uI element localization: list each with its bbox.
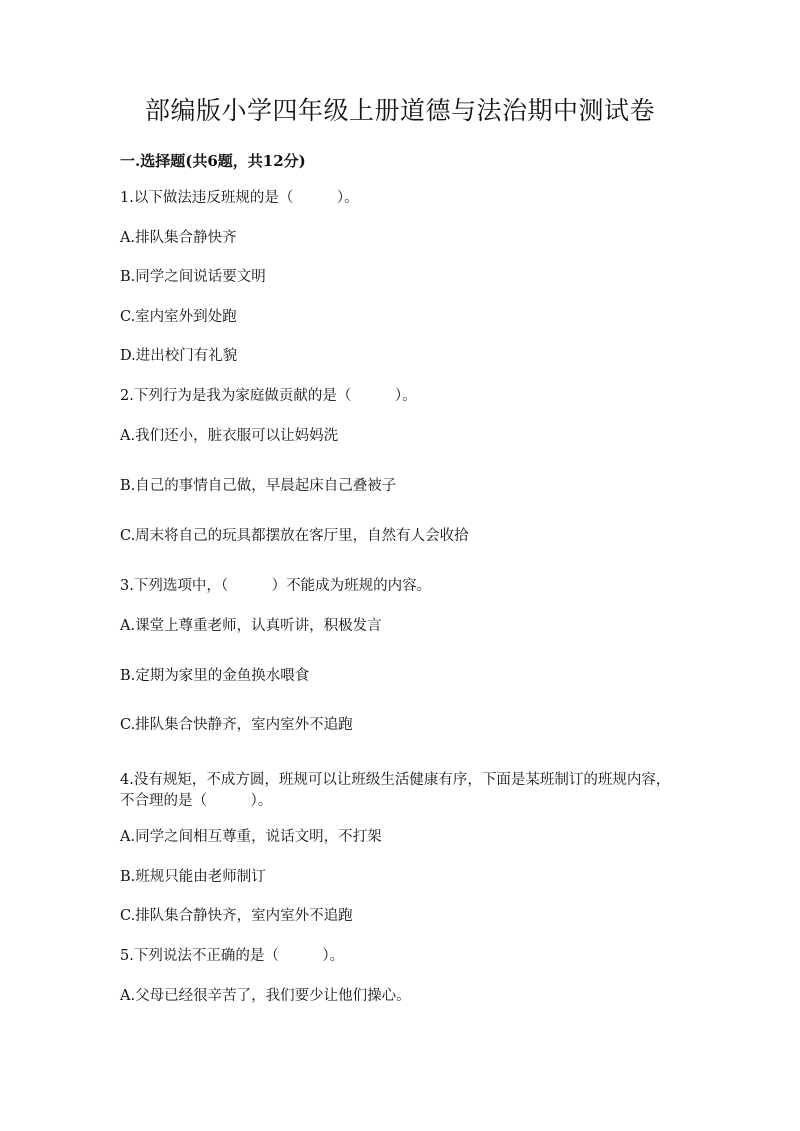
question-2-option-c: C.周末将自己的玩具都摆放在客厅里，自然有人会收拾 xyxy=(120,528,469,544)
question-1-option-d: D.进出校门有礼貌 xyxy=(120,348,238,364)
question-1-option-a: A.排队集合静快齐 xyxy=(120,230,237,246)
question-5-option-a: A.父母已经很辛苦了，我们要少让他们操心。 xyxy=(120,988,411,1004)
page-title: 部编版小学四年级上册道德与法治期中测试卷 xyxy=(144,96,655,125)
question-1-option-c: C.室内室外到处跑 xyxy=(120,309,237,325)
question-5-stem: 5.下列说法不正确的是（ ）。 xyxy=(120,948,345,964)
question-4-option-b: B.班规只能由老师制订 xyxy=(120,869,266,885)
question-3-option-c: C.排队集合快静齐，室内室外不追跑 xyxy=(120,717,353,733)
section-heading: 一.选择题(共6题，共12分) xyxy=(120,152,306,170)
question-1-option-b: B.同学之间说话要文明 xyxy=(120,269,266,285)
question-1-stem: 1.以下做法违反班规的是（ ）。 xyxy=(120,190,359,206)
question-2-option-a: A.我们还小，脏衣服可以让妈妈洗 xyxy=(120,428,339,444)
question-3-stem: 3.下列选项中，（ ）不能成为班规的内容。 xyxy=(120,578,432,594)
question-2-stem: 2.下列行为是我为家庭做贡献的是（ ）。 xyxy=(120,388,417,404)
question-4-option-c: C.排队集合静快齐，室内室外不追跑 xyxy=(120,908,353,924)
question-3-option-a: A.课堂上尊重老师，认真听讲，积极发言 xyxy=(120,618,382,634)
question-4-option-a: A.同学之间相互尊重，说话文明，不打架 xyxy=(120,829,382,845)
question-4-stem: 4.没有规矩，不成方圆，班规可以让班级生活健康有序，下面是某班制订的班规内容，不合理的是（ ）。 xyxy=(120,772,671,809)
question-2-option-b: B.自己的事情自己做，早晨起床自己叠被子 xyxy=(120,478,397,494)
question-3-option-b: B.定期为家里的金鱼换水喂食 xyxy=(120,668,310,684)
